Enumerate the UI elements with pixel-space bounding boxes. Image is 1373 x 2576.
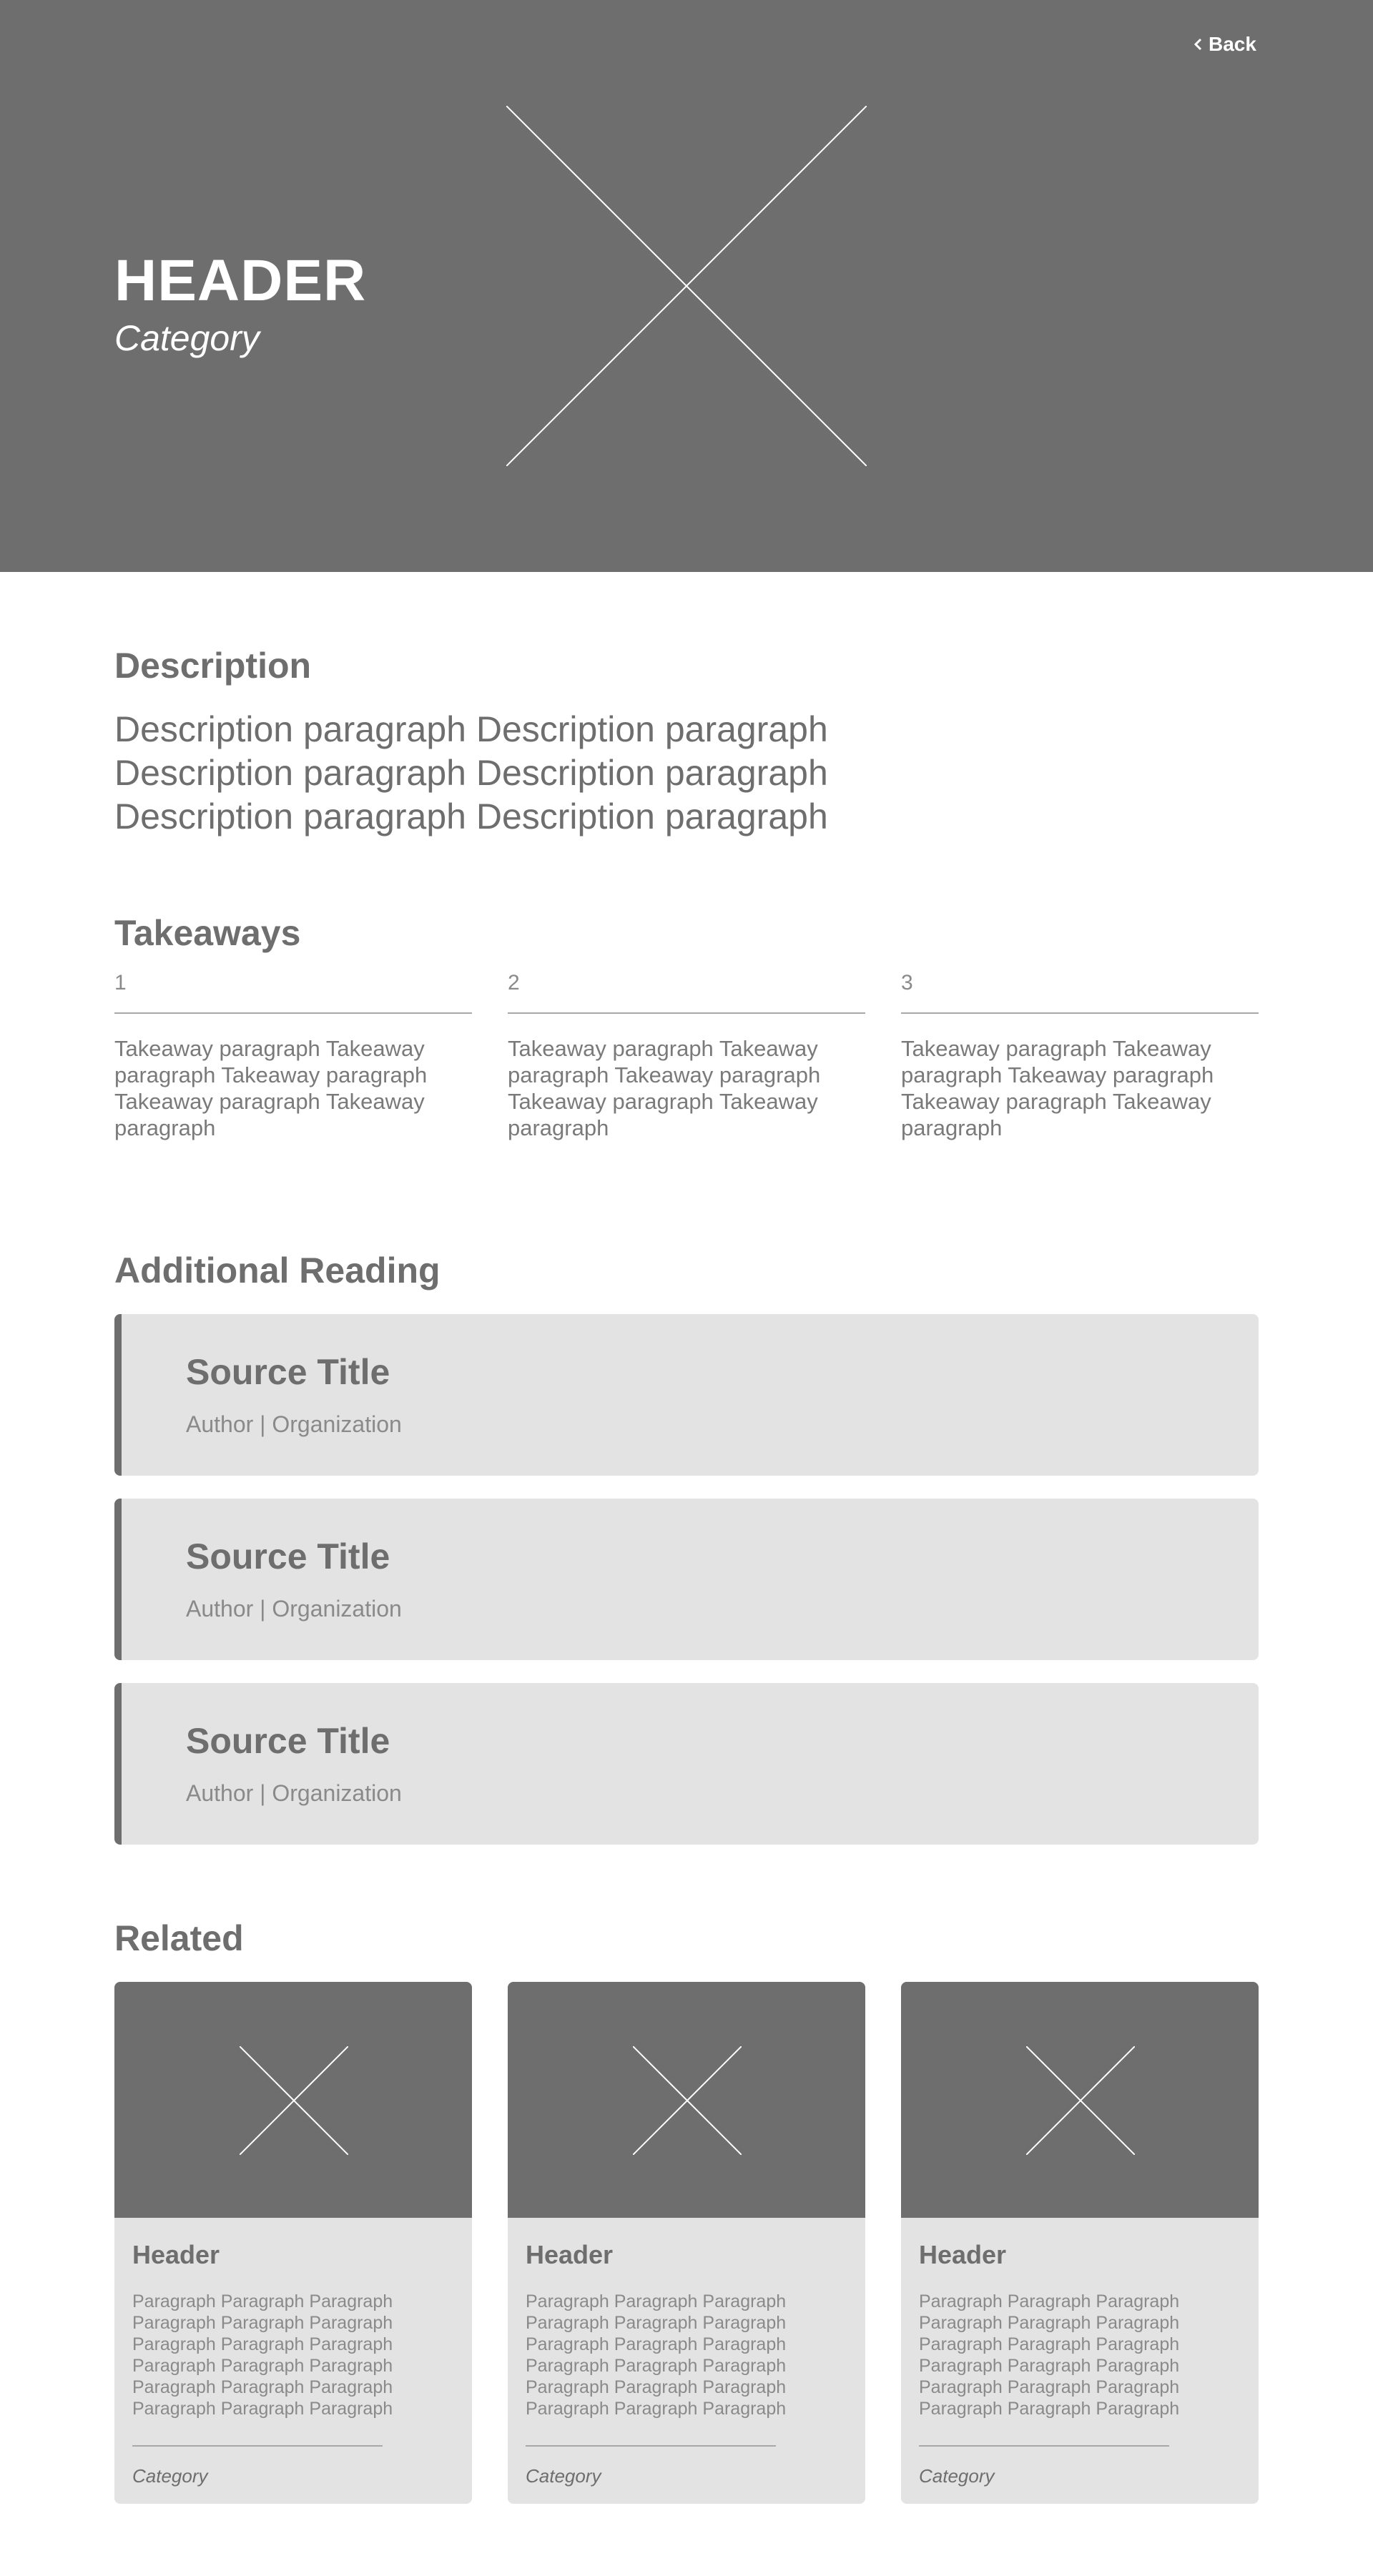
takeaway-paragraph: Takeaway paragraph Takeaway paragraph Takeaway paragraph Takeaway paragraph Takeaway paragraph [508, 1036, 821, 1140]
card-header: Header [132, 2240, 220, 2269]
card-header: Header [919, 2240, 1007, 2269]
card-paragraph: Paragraph Paragraph Paragraph Paragraph Paragraph Paragraph Paragraph Paragraph Paragraph Paragraph Paragraph Paragraph Paragraph Paragraph Paragraph Paragraph Paragraph Paragraph [919, 2291, 1180, 2419]
back-label: Back [1209, 33, 1256, 55]
card-divider [526, 2445, 776, 2447]
back-button[interactable] [1193, 33, 1256, 56]
page-title: HEADER [114, 248, 367, 313]
takeaway-number: 1 [114, 972, 472, 1014]
source-title: Source Title [186, 1721, 390, 1761]
source-card[interactable] [114, 1499, 1259, 1660]
takeaway-item [508, 972, 865, 1141]
takeaways-heading: Takeaways [114, 913, 301, 953]
source-author-organization: Author | Organization [186, 1596, 402, 1622]
card-paragraph: Paragraph Paragraph Paragraph Paragraph Paragraph Paragraph Paragraph Paragraph Paragraph Paragraph Paragraph Paragraph Paragraph Paragraph Paragraph Paragraph Paragraph Paragraph [132, 2291, 393, 2419]
card-image-placeholder [901, 1982, 1259, 2218]
card-category: Category [526, 2465, 601, 2487]
source-author-organization: Author | Organization [186, 1411, 402, 1437]
card-category: Category [919, 2465, 995, 2487]
source-title: Source Title [186, 1536, 390, 1576]
takeaway-paragraph: Takeaway paragraph Takeaway paragraph Takeaway paragraph Takeaway paragraph Takeaway paragraph [114, 1036, 428, 1140]
page-category: Category [114, 318, 260, 358]
takeaway-item [901, 972, 1259, 1141]
takeaway-number: 2 [508, 972, 865, 1014]
card-image-placeholder [508, 1982, 865, 2218]
image-placeholder-x-icon [240, 2046, 348, 2155]
related-card[interactable] [901, 1982, 1259, 2504]
description-heading: Description [114, 646, 312, 686]
source-title: Source Title [186, 1352, 390, 1392]
image-placeholder-x-icon [1026, 2046, 1135, 2155]
source-card[interactable] [114, 1314, 1259, 1476]
additional-reading-heading: Additional Reading [114, 1250, 441, 1291]
takeaway-paragraph: Takeaway paragraph Takeaway paragraph Takeaway paragraph Takeaway paragraph Takeaway paragraph [901, 1036, 1214, 1140]
related-heading: Related [114, 1918, 244, 1958]
image-placeholder-x-icon [506, 106, 867, 466]
card-image-placeholder [114, 1982, 472, 2218]
chevron-left-icon [1193, 37, 1203, 51]
description-paragraph: Description paragraph Description paragraph Description paragraph Description paragraph Description paragraph Description paragraph [114, 709, 828, 837]
card-divider [919, 2445, 1169, 2447]
source-card[interactable] [114, 1683, 1259, 1845]
card-paragraph: Paragraph Paragraph Paragraph Paragraph Paragraph Paragraph Paragraph Paragraph Paragraph Paragraph Paragraph Paragraph Paragraph Paragraph Paragraph Paragraph Paragraph Paragraph [526, 2291, 787, 2419]
related-card[interactable] [508, 1982, 865, 2504]
image-placeholder-x-icon [633, 2046, 742, 2155]
takeaway-item [114, 972, 472, 1141]
card-divider [132, 2445, 383, 2447]
source-author-organization: Author | Organization [186, 1780, 402, 1806]
hero-banner [0, 0, 1373, 572]
takeaway-number: 3 [901, 972, 1259, 1014]
takeaways-list [114, 972, 1259, 1141]
related-card[interactable] [114, 1982, 472, 2504]
card-header: Header [526, 2240, 614, 2269]
related-cards [114, 1982, 1259, 2504]
card-category: Category [132, 2465, 208, 2487]
